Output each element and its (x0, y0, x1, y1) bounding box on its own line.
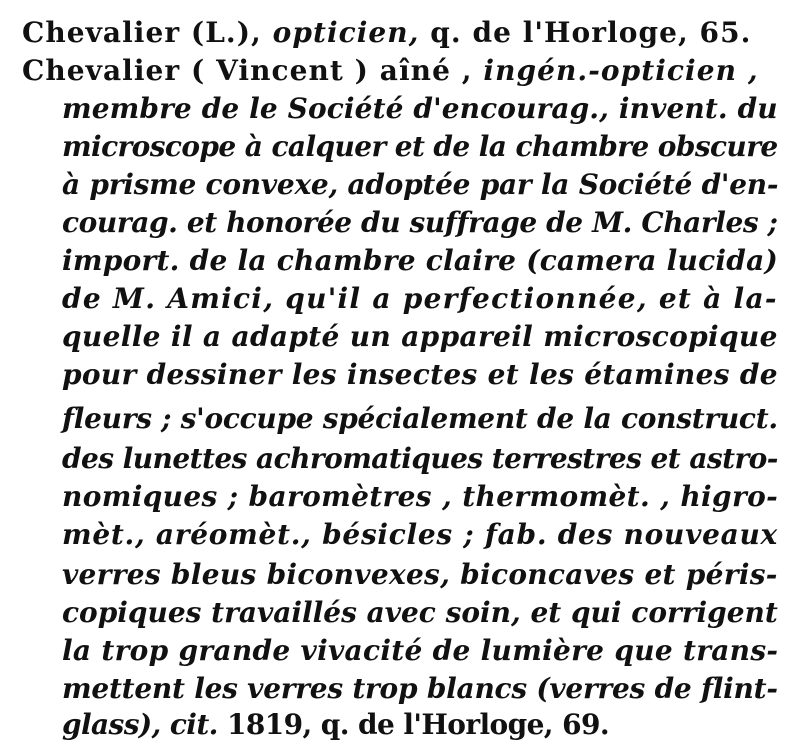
entry-text-line: des lunettes achromatiques terrestres et astro- (62, 442, 778, 475)
entry-text-line: nomiques ; baromètres , thermomèt. , higro- (62, 480, 779, 513)
entry-name: Chevalier (L.), (22, 16, 262, 49)
entry-text-line: membre de le Société d'encourag., invent. du (62, 92, 778, 125)
entry-text-line: import. de la chambre claire (camera lucida) (62, 244, 778, 277)
entry-chevalier-vincent-header (22, 52, 759, 90)
entry-text-line: fleurs ; s'occupe spécialement de la construct. (62, 402, 778, 435)
entry-address: q. de l'Horloge, 65. (430, 16, 752, 49)
entry-text-line: mèt., aréomèt., bésicles ; fab. des nouveaux (62, 518, 778, 551)
entry-text-line: courag. et honorée du suffrage de M. Charles ; (62, 206, 778, 239)
entry-text-line: de M. Amici, qu'il a perfectionnée, et à la- (62, 282, 778, 315)
entry-profession: ingén.-opticien , (483, 54, 759, 87)
entry-text-line: pour dessiner les insectes et les étamines de (62, 358, 778, 391)
entry-text-line: la trop grande vivacité de lumière que trans- (62, 634, 779, 667)
entry-text-line: à prisme convexe, adoptée par la Société d'en- (62, 168, 779, 201)
entry-text-line: quelle il a adapté un appareil microscopique (62, 320, 778, 353)
entry-closing-italic: glass), cit. (62, 708, 218, 741)
entry-closing-line (62, 706, 609, 744)
entry-text-line: verres bleus biconvexes, biconcaves et péris- (62, 558, 778, 591)
entry-text-line: mettent les verres trop blancs (verres de flint- (62, 672, 778, 705)
entry-chevalier-l (22, 14, 751, 52)
entry-text-line: microscope à calquer et de la chambre obscure (62, 130, 778, 163)
entry-text-line: copiques travaillés avec soin, et qui corrigent (62, 596, 778, 629)
entry-profession: opticien, (272, 16, 420, 49)
entry-closing-address: 1819, q. de l'Horloge, 69. (226, 708, 609, 741)
entry-name: Chevalier ( Vincent ) aîné , (22, 54, 473, 87)
